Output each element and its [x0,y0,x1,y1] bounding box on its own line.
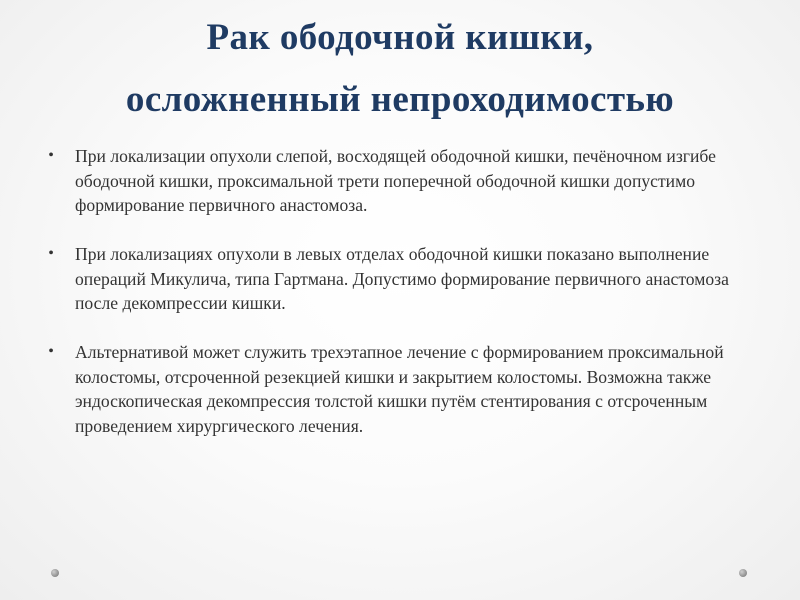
bullet-text-1: При локализации опухоли слепой, восходящей ободочной кишки, печёночном изгибе ободочной кишки, проксимальной трети поперечной ободочной кишки допустимо формирование первичного анастомоза. [75,146,716,215]
slide-title [0,7,800,131]
bullet-dot-icon: • [48,147,54,164]
bullet-item-2 [44,242,764,316]
bullet-dot-icon: • [48,245,54,262]
bullet-list [44,144,764,463]
title-line-2: осложненный непроходимостью [125,78,675,120]
bullet-text-2: При локализациях опухоли в левых отделах ободочной кишки показано выполнение операций Микулича, типа Гартмана. Допустимо формирование первичного анастомоза после декомпрессии кишки. [75,244,729,313]
bullet-item-3 [44,340,764,438]
decorative-dot-icon-right [739,569,747,577]
bullet-item-1 [44,144,764,218]
title-line-1: Рак ободочной кишки, [206,16,594,58]
bullet-dot-icon: • [48,343,54,360]
decorative-dot-icon-left [51,569,59,577]
bullet-text-3: Альтернативой может служить трехэтапное лечение с формированием проксимальной колостомы, отсроченной резекцией кишки и закрытием колостомы. Возможна также эндоскопическая декомпрессия толстой кишки путём стентирования с отсроченным проведением хирургического лечения. [75,342,724,436]
